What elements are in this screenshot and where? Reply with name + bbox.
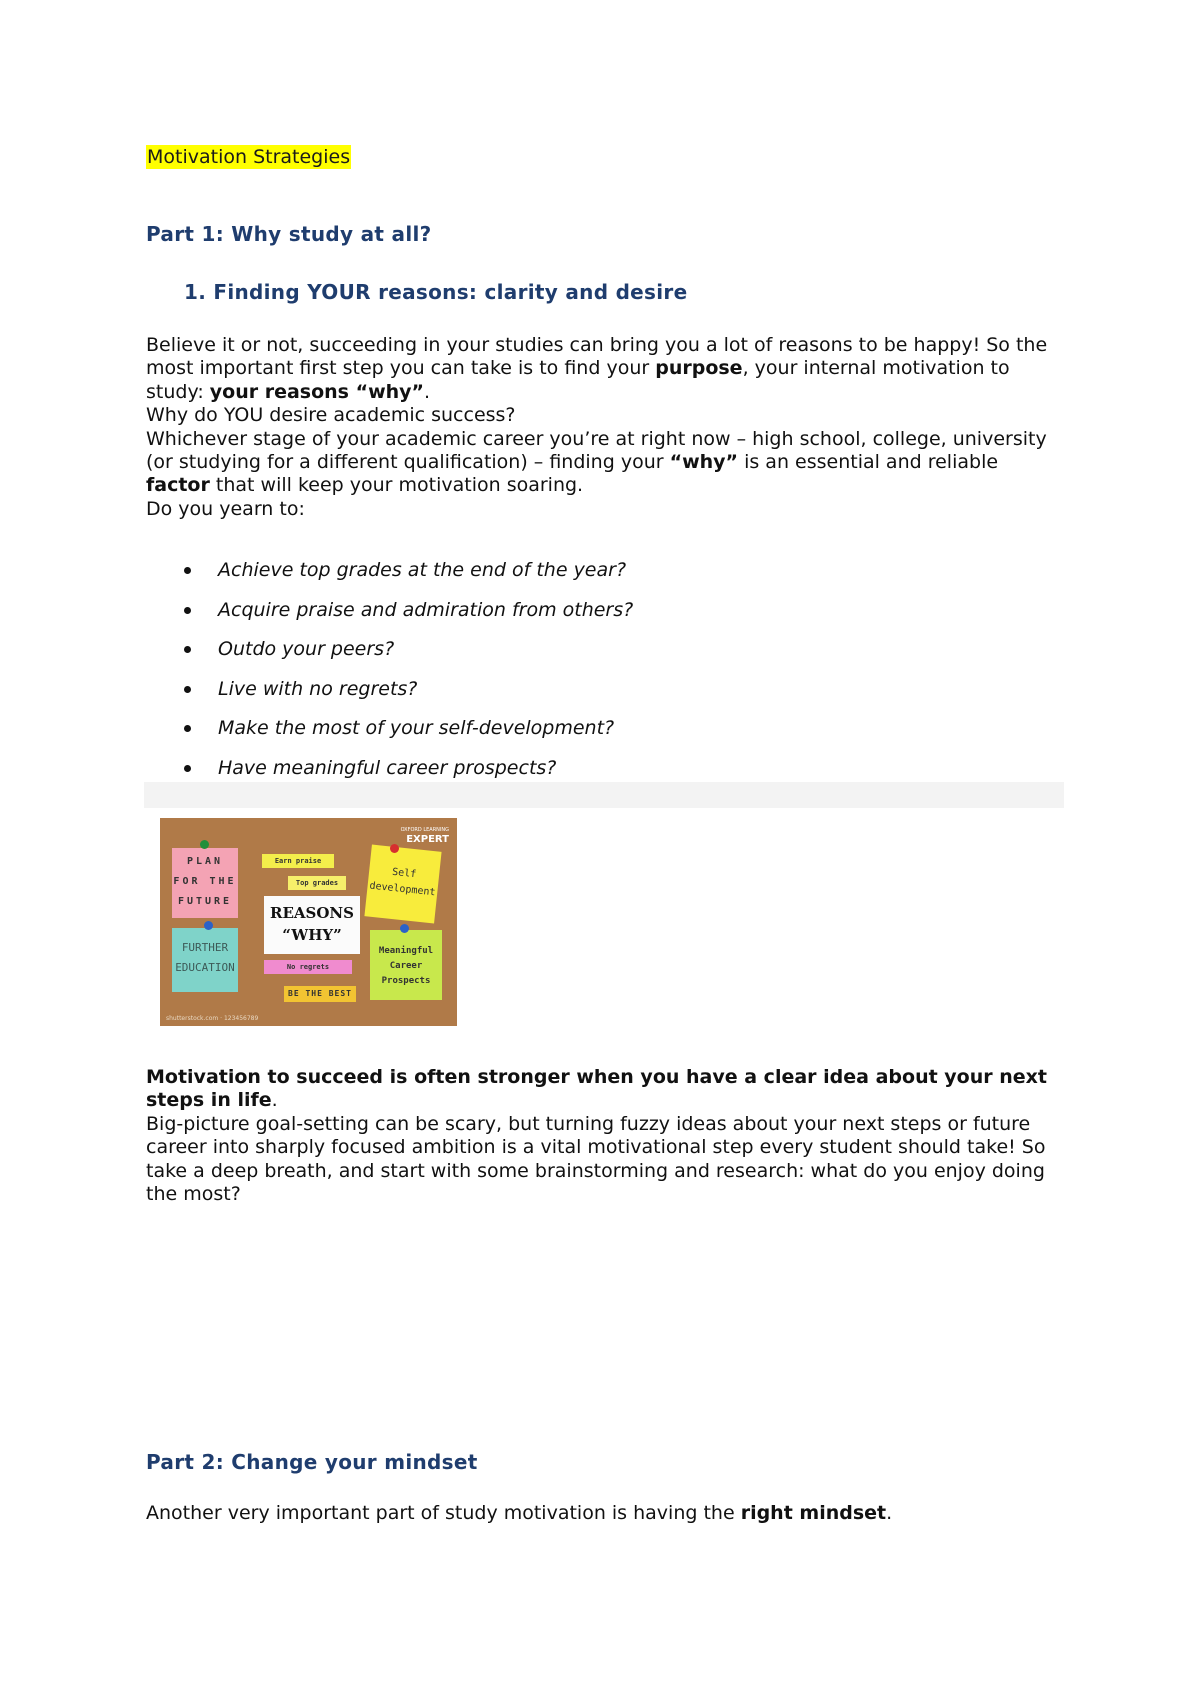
yearn-line: Do you yearn to: <box>146 497 305 520</box>
bullet-icon <box>184 646 191 653</box>
pin-icon <box>204 921 213 930</box>
note-plan-future: PLAN FOR THE FUTURE <box>172 848 238 918</box>
text-run: Big-picture goal-setting can be scary, but turning fuzzy ideas about your next steps or future career into sharply focused ambition is a vital motivational step every student should take! So take a deep breath, and start with some brainstorming and research: what do you enjoy doing the most? <box>146 1112 1046 1206</box>
text-run: Another very important part of study motivation is having the <box>146 1502 741 1524</box>
list-item-text: Acquire praise and admiration from others? <box>218 598 634 621</box>
section1-heading: 1. Finding YOUR reasons: clarity and desire <box>184 280 688 304</box>
shaded-spacer <box>144 782 1064 808</box>
list-item-text: Outdo your peers? <box>218 638 395 660</box>
bold-purpose: purpose <box>655 357 743 380</box>
list-item-text: Make the most of your self-development? <box>218 717 615 739</box>
list-item-text: Live with no regrets? <box>218 677 418 700</box>
bullet-icon <box>184 765 191 772</box>
brand-small: OXFORD LEARNING <box>400 827 449 833</box>
bold-lead-sentence: Motivation to succeed is often stronger when you have a clear idea about your next steps in life <box>146 1066 1047 1112</box>
list-item-text: Have meaningful career prospects? <box>218 756 557 779</box>
list-item <box>146 558 633 598</box>
document-title: Motivation Strategies <box>147 146 351 168</box>
pin-icon <box>400 924 409 933</box>
bullet-icon <box>184 567 191 574</box>
bullet-icon <box>184 725 191 732</box>
part1-heading: Part 1: Why study at all? <box>146 222 432 246</box>
text-run: Whichever stage of your academic career you’re at right now – high school, college, university (or studying for a different qualification) – finding your <box>146 427 1047 474</box>
card-reasons-why: REASONS “WHY” <box>264 896 360 954</box>
text-run: that will keep your motivation soaring. <box>209 474 584 497</box>
image-credit: shutterstock.com · 123456789 <box>166 1015 259 1022</box>
bullet-icon <box>184 686 191 693</box>
text-run: is an essential and reliable <box>738 451 999 474</box>
note-self-development: Self development <box>364 845 441 924</box>
strip-earn-praise: Earn praise <box>262 854 334 868</box>
strip-no-regrets: No regrets <box>264 960 352 974</box>
brand-logo <box>401 824 449 845</box>
list-item-text: Achieve top grades at the end of the year? <box>218 559 627 581</box>
mindset-paragraph <box>146 1502 1066 1525</box>
pin-icon <box>200 840 209 849</box>
text-run: . <box>424 380 431 403</box>
corkboard-image <box>160 818 457 1026</box>
text-run: , your internal motivation to study: <box>146 357 1010 403</box>
bold-right-mindset: right mindset <box>740 1502 887 1524</box>
brand-name: EXPERT <box>406 834 449 845</box>
bullet-icon <box>184 607 191 614</box>
list-item <box>146 637 633 677</box>
bold-factor: factor <box>146 474 210 497</box>
note-further-education: FURTHER EDUCATION <box>172 928 238 992</box>
list-item <box>146 677 633 717</box>
bold-why: “why” <box>669 451 739 474</box>
question-line: Why do YOU desire academic success? <box>146 404 516 427</box>
text-run: . <box>271 1089 278 1112</box>
list-item <box>146 598 633 638</box>
strip-be-the-best: BE THE BEST <box>284 986 356 1002</box>
motivation-paragraph <box>146 1066 1066 1206</box>
strip-top-grades: Top grades <box>288 876 346 890</box>
text-run: Believe it or not, succeeding in your studies can bring you a lot of reasons to be happy! So the most important first step you can take is to find your <box>146 334 1048 380</box>
note-meaningful-career: Meaningful Career Prospects <box>370 930 442 1000</box>
intro-paragraph <box>146 334 1066 521</box>
bold-reasons-why: your reasons “why” <box>209 380 425 403</box>
pin-icon <box>390 844 399 853</box>
part2-heading: Part 2: Change your mindset <box>146 1450 478 1474</box>
reasons-list <box>146 558 633 795</box>
list-item <box>146 716 633 756</box>
text-run: . <box>886 1502 893 1524</box>
